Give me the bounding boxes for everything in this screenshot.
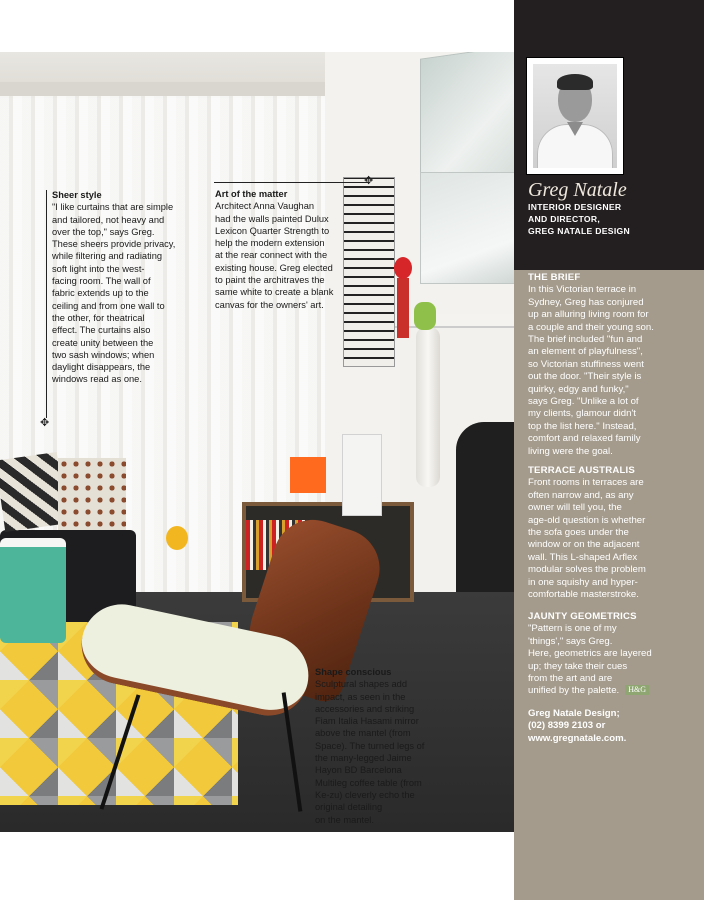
section-line: comfort and relaxed family: [528, 433, 641, 445]
caption-line: help the modern extension: [215, 238, 325, 249]
living-room-photo: [0, 52, 514, 832]
caption-line: above the mantel (from: [315, 728, 411, 739]
section-line: In this Victorian terrace in: [528, 284, 637, 296]
section-line: so Victorian stuffiness went: [528, 358, 644, 370]
caption-line: over the top," says Greg.: [52, 226, 155, 237]
section-line: often narrow and, as any: [528, 489, 634, 501]
section-line: window or on the adjacent: [528, 539, 640, 551]
section-line: out the door. "Their style is: [528, 371, 642, 383]
caption-line: windows read as one.: [52, 374, 142, 385]
caption-line: the many-legged Jaime: [315, 753, 412, 764]
section-line: my clients, glamour didn't: [528, 408, 636, 420]
section-line: up an alluring living room for: [528, 309, 649, 321]
section-line: modular solves the problem: [528, 564, 646, 576]
section-line: age-old question is whether: [528, 514, 646, 526]
diamond-ornament-icon: ✥: [40, 417, 50, 429]
caption-line: two sash windows; when: [52, 349, 155, 360]
caption-art-of-the-matter: [215, 188, 345, 311]
caption-line: Ke-zu) cleverly echo the: [315, 789, 415, 800]
section-line: owner will tell you, the: [528, 502, 622, 514]
section-heading: JAUNTY GEOMETRICS: [528, 611, 637, 622]
section-line: wall. This L-shaped Arflex: [528, 551, 638, 563]
section-line-with-logo: [528, 685, 688, 697]
mirror-panel: [420, 172, 514, 284]
caption-line: Space). The turned legs of: [315, 740, 425, 751]
orange-accessory: [290, 457, 326, 493]
section-line: unified by the palette.: [528, 685, 620, 697]
caption-line: canvas for the owners' art.: [215, 299, 324, 310]
caption-line: fabric extends up to the: [52, 288, 149, 299]
contact-line: (02) 8399 2103 or: [528, 720, 606, 732]
section-line: Sydney, Greg has conjured: [528, 296, 644, 308]
designer-portrait: [533, 64, 617, 168]
designer-name: Greg Natale: [528, 179, 627, 201]
caption-line: accessories and striking: [315, 703, 415, 714]
section-terrace-australis: [528, 465, 688, 601]
designer-title-line: GREG NATALE DESIGN: [528, 226, 631, 236]
designer-title-line: AND DIRECTOR,: [528, 214, 601, 224]
caption-line: and tailored, not heavy and: [52, 214, 165, 225]
green-figurine: [414, 302, 436, 330]
yellow-lamp: [166, 526, 188, 550]
section-line: an element of playfulness",: [528, 346, 643, 358]
section-heading: THE BRIEF: [528, 272, 581, 283]
caption-line: original detailing: [315, 802, 383, 813]
caption-line: daylight disappears, the: [52, 362, 151, 373]
section-line: Front rooms in terraces are: [528, 477, 644, 489]
caption-line: facing room. The wall of: [52, 276, 151, 287]
contact-info: [528, 708, 688, 745]
designer-title: [528, 201, 698, 237]
caption-line: Multileg coffee table (from: [315, 777, 422, 788]
section-line: a couple and their young son.: [528, 321, 654, 333]
caption-line: had the walls painted Dulux: [215, 213, 329, 224]
turned-mantel-leg: [416, 327, 440, 487]
section-line: the sofa goes under the: [528, 527, 629, 539]
red-figurine: [397, 278, 409, 338]
caption-line: These sheers provide privacy,: [52, 239, 176, 250]
caption-line: while filtering and radiating: [52, 251, 163, 262]
designer-title-line: INTERIOR DESIGNER: [528, 202, 622, 212]
caption-rule: [214, 182, 370, 183]
diamond-ornament-icon: ✥: [364, 175, 374, 187]
section-line: comfortable masterstroke.: [528, 589, 639, 601]
caption-line: existing house. Greg elected: [215, 262, 333, 273]
caption-line: Architect Anna Vaughan: [215, 201, 315, 212]
section-line: living were the goal.: [528, 445, 613, 457]
caption-line: impact, as seen in the: [315, 691, 406, 702]
contact-line: Greg Natale Design;: [528, 708, 620, 719]
contact-line: www.gregnatale.com.: [528, 732, 627, 744]
section-line: says Greg. "Unlike a lot of: [528, 396, 639, 408]
section-line: up; they take their cues: [528, 660, 628, 672]
striped-cushion: [0, 452, 67, 532]
typographic-artwork: [343, 177, 395, 367]
portrait-hair: [557, 74, 593, 90]
section-line: "Pattern is one of my: [528, 623, 617, 635]
section-the-brief: [528, 272, 688, 458]
caption-heading: Shape conscious: [315, 667, 392, 677]
caption-line: Lexicon Quarter Strength to: [215, 225, 330, 236]
caption-line: soft light into the west-: [52, 263, 145, 274]
section-heading: TERRACE AUSTRALIS: [528, 465, 635, 476]
caption-line: the other, for theatrical: [52, 312, 145, 323]
section-line: The brief included "fun and: [528, 334, 643, 346]
caption-line: "I like curtains that are simple: [52, 202, 174, 213]
caption-line: create unity between the: [52, 337, 154, 348]
caption-line: ceiling and from one wall to: [52, 300, 165, 311]
caption-heading: Sheer style: [52, 190, 102, 200]
caption-line: at the rear connect with the: [215, 250, 328, 261]
caption-line: to paint the architraves the: [215, 275, 325, 286]
green-side-table: [0, 538, 66, 643]
caption-line: Fiam Italia Hasami mirror: [315, 716, 419, 727]
section-line: 'things'," says Greg.: [528, 635, 613, 647]
caption-line: Hayon BD Barcelona: [315, 765, 402, 776]
caption-shape-conscious: [315, 666, 433, 826]
section-line: in one squishy and hyper-: [528, 576, 638, 588]
caption-sheer-style: [52, 189, 186, 386]
hg-logo: H&G: [625, 685, 649, 695]
white-vase: [342, 434, 382, 516]
caption-line: effect. The curtains also: [52, 325, 151, 336]
section-line: top the list here." Instead,: [528, 420, 637, 432]
caption-heading: Art of the matter: [215, 189, 288, 199]
section-line: from the art and are: [528, 673, 613, 685]
caption-rule: [46, 190, 47, 418]
patterned-cushion: [58, 458, 126, 530]
red-figurine-head: [394, 257, 412, 279]
caption-line: on the mantel.: [315, 814, 374, 825]
section-line: quirky, edgy and funky,": [528, 383, 629, 395]
section-line: Here, geometrics are layered: [528, 648, 652, 660]
caption-line: same white to create a blank: [215, 287, 334, 298]
caption-line: Sculptural shapes add: [315, 679, 407, 690]
section-jaunty-geometrics: [528, 611, 688, 698]
